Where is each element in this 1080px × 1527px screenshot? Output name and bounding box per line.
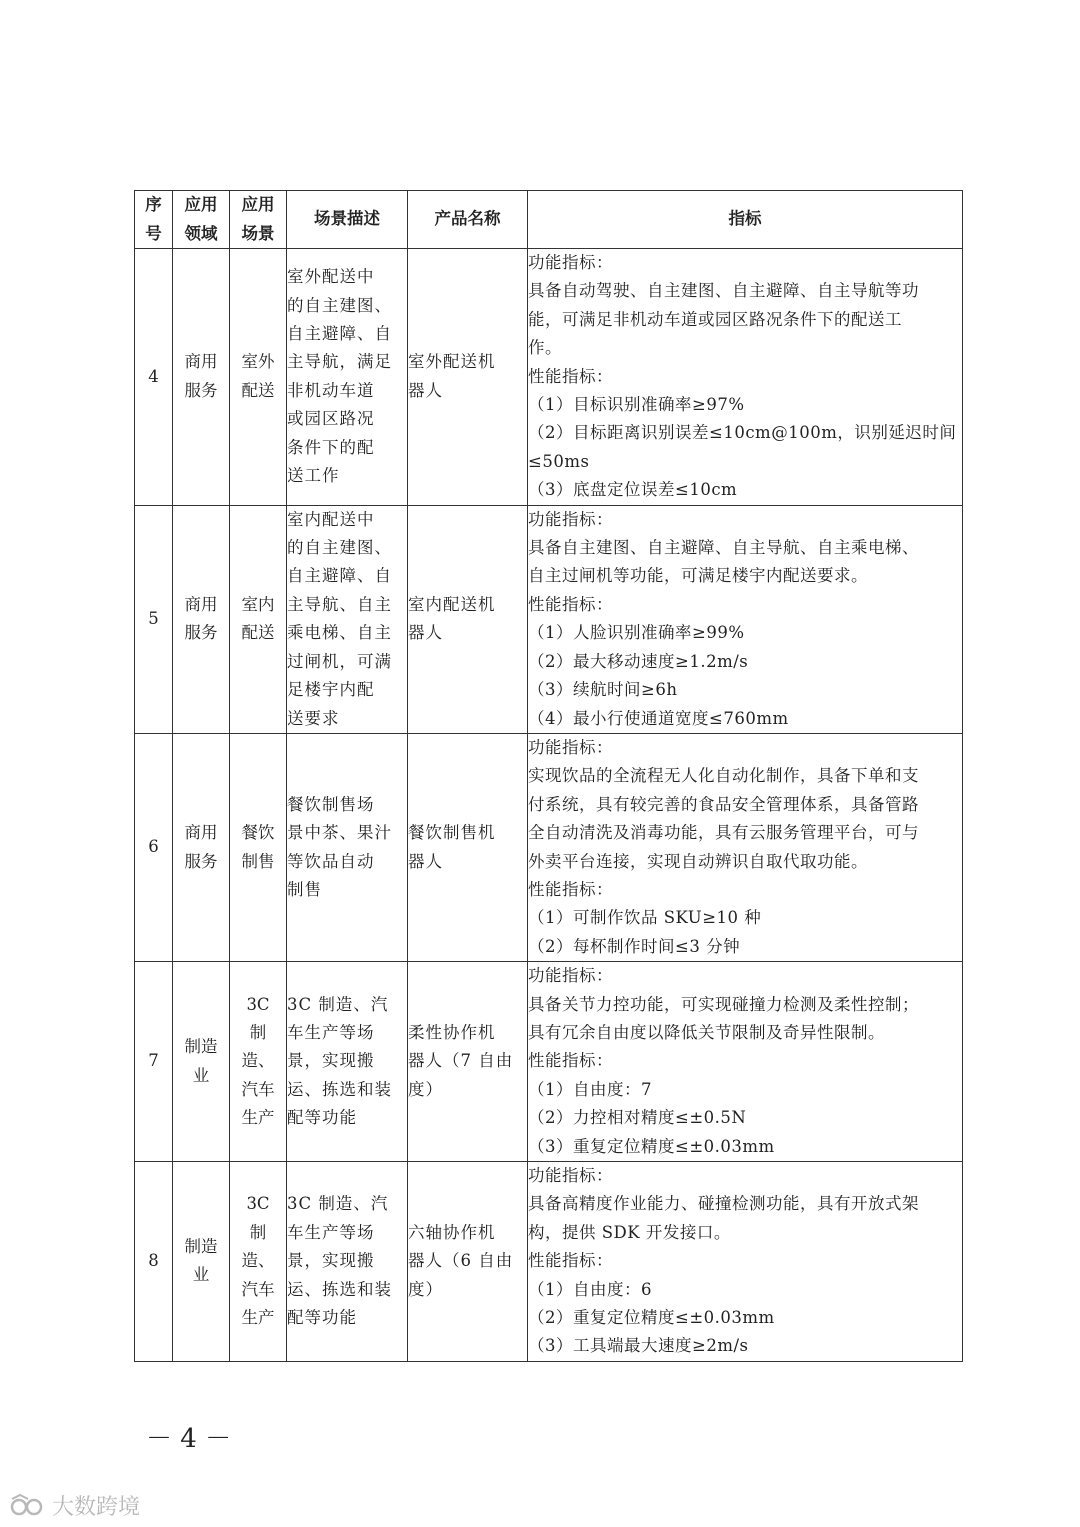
table-row [135,733,963,961]
cell-field-line: 制造 [184,1037,218,1057]
cell-description-line: 或园区路况 [287,409,375,429]
cell-description-line: 的自主建图、 [287,295,392,315]
cell-description [287,505,408,733]
cell-indicator-line: 功能指标： [528,1166,613,1185]
cell-description-line: 运、拣选和装 [287,1079,392,1099]
cell-description [287,249,408,506]
cell-description-line: 的自主建图、 [287,538,392,558]
cell-scene [230,962,287,1162]
cell-indicator-line: 具备高精度作业能力、碰撞检测功能，具有开放式架 [528,1194,919,1214]
cell-seq: 4 [135,249,173,506]
cell-indicator-line: 性能指标： [528,879,613,899]
cell-indicator-line: （3）续航时间≥6h [528,680,678,700]
cell-description-line: 车生产等场 [287,1222,375,1242]
cell-indicator-line: （2）最大移动速度≥1.2m/s [528,651,749,671]
cell-indicator [528,505,963,733]
cell-product-line: 器人 [408,380,443,400]
cell-indicator [528,1162,963,1362]
cell-product-line: 六轴协作机 [408,1222,496,1242]
cell-indicator-line: （1）人脸识别准确率≥99% [528,623,745,643]
cell-scene-line: 生产 [241,1108,275,1128]
cell-scene-line: 汽车 [241,1279,275,1299]
cell-indicator-line: （1）自由度：6 [528,1279,652,1299]
watermark-logo-icon [10,1493,48,1519]
cell-description-line: 过闸机，可满 [287,651,392,671]
cell-scene-line: 造、 [241,1051,275,1071]
cell-field-line: 业 [192,1265,210,1285]
table-row [135,962,963,1162]
cell-scene [230,1162,287,1362]
cell-description-line: 景中茶、果汁 [287,823,392,843]
cell-description-line: 送工作 [287,466,340,486]
cell-description-line: 运、拣选和装 [287,1279,392,1299]
cell-description-line: 主导航、自主 [287,594,392,614]
cell-indicator-line: （2）目标距离识别误差≤10cm@100m，识别延迟时间 [528,423,957,443]
cell-product-line: 器人 [408,623,443,643]
cell-product-line: 餐饮制售机 [408,823,496,843]
cell-product-line: 度） [408,1079,443,1099]
cell-field-line: 服务 [184,851,218,871]
cell-field [173,962,230,1162]
cell-description-line: 景，实现搬 [287,1051,375,1071]
cell-description-line: 餐饮制售场 [287,794,375,814]
cell-indicator-line: 全自动清洗及消毒功能，具有云服务管理平台，可与 [528,823,919,843]
page-number: － 4 － [146,1424,232,1454]
cell-product-line: 柔性协作机 [408,1022,496,1042]
cell-seq: 5 [135,505,173,733]
cell-scene-line: 室外 [241,352,275,372]
header-indicator: 指标 [528,191,963,249]
cell-scene-line: 生产 [241,1308,275,1328]
cell-description-line: 非机动车道 [287,380,375,400]
cell-scene-line: 汽车 [241,1079,275,1099]
cell-scene-line: 制 [249,1022,267,1042]
cell-indicator-line: 功能指标： [528,737,613,757]
cell-indicator-line: 具有冗余自由度以降低关节限制及奇异性限制。 [528,1022,885,1042]
watermark [10,1490,140,1521]
cell-indicator-line: 具备自动驾驶、自主建图、自主避障、自主导航等功 [528,281,919,301]
cell-scene-line: 配送 [241,623,275,643]
cell-indicator-line: （2）重复定位精度≤±0.03mm [528,1308,775,1328]
cell-description-line: 车生产等场 [287,1022,375,1042]
cell-product [408,962,528,1162]
cell-scene-line: 3C [246,1194,270,1214]
cell-description-line: 景，实现搬 [287,1251,375,1271]
cell-product-line: 室内配送机 [408,594,496,614]
cell-indicator-line: （4）最小行使通道宽度≤760mm [528,708,789,728]
cell-description-line: 自主避障、自 [287,566,392,586]
cell-indicator-line: 作。 [528,338,562,358]
cell-indicator-line: （2）力控相对精度≤±0.5N [528,1108,747,1128]
spec-table [134,190,963,1362]
table-row [135,505,963,733]
cell-indicator-line: 性能指标： [528,1051,613,1071]
cell-product [408,1162,528,1362]
cell-indicator-line: 自主过闸机等功能，可满足楼宇内配送要求。 [528,566,868,586]
cell-indicator-line: 外卖平台连接，实现自动辨识自取代取功能。 [528,851,868,871]
cell-seq: 8 [135,1162,173,1362]
cell-field [173,733,230,961]
cell-indicator-line: 性能指标： [528,1251,613,1271]
cell-scene-line: 配送 [241,380,275,400]
cell-description-line: 自主避障、自 [287,324,392,344]
cell-description-line: 配等功能 [287,1308,357,1328]
cell-field [173,249,230,506]
cell-scene-line: 餐饮 [241,823,275,843]
cell-description-line: 3C 制造、汽 [287,994,389,1014]
cell-field [173,505,230,733]
cell-indicator-line: （3）工具端最大速度≥2m/s [528,1336,749,1356]
cell-scene [230,505,287,733]
cell-description-line: 乘电梯、自主 [287,623,392,643]
cell-description [287,962,408,1162]
cell-product [408,733,528,961]
cell-seq: 6 [135,733,173,961]
cell-scene-line: 造、 [241,1251,275,1271]
cell-indicator [528,962,963,1162]
cell-field-line: 业 [192,1065,210,1085]
cell-indicator-line: （1）可制作饮品 SKU≥10 种 [528,908,762,928]
cell-description-line: 条件下的配 [287,437,375,457]
cell-field [173,1162,230,1362]
cell-field-line: 服务 [184,380,218,400]
cell-indicator-line: 能，可满足非机动车道或园区路况条件下的配送工 [528,309,902,329]
cell-indicator-line: 付系统，具有较完善的食品安全管理体系，具备管路 [528,794,919,814]
cell-product-line: 室外配送机 [408,352,496,372]
cell-product-line: 度） [408,1279,443,1299]
cell-product [408,505,528,733]
cell-description [287,733,408,961]
cell-scene-line: 制售 [241,851,275,871]
cell-product [408,249,528,506]
cell-field-line: 制造 [184,1237,218,1257]
header-description: 场景描述 [287,191,408,249]
cell-description [287,1162,408,1362]
table-row [135,1162,963,1362]
cell-scene-line: 制 [249,1222,267,1242]
cell-description-line: 室内配送中 [287,509,375,529]
cell-scene [230,733,287,961]
cell-indicator-line: 性能指标： [528,366,613,386]
cell-description-line: 3C 制造、汽 [287,1194,389,1214]
cell-indicator-line: （3）底盘定位误差≤10cm [528,480,738,500]
cell-indicator-line: （1）目标识别准确率≥97% [528,395,745,415]
cell-indicator-line: 构，提供 SDK 开发接口。 [528,1222,731,1242]
cell-description-line: 足楼宇内配 [287,680,375,700]
cell-description-line: 配等功能 [287,1108,357,1128]
cell-field-line: 服务 [184,623,218,643]
cell-product-line: 器人（7 自由 [408,1051,514,1071]
cell-indicator-line: 功能指标： [528,966,613,986]
watermark-text: 大数跨境 [52,1495,141,1520]
cell-seq: 7 [135,962,173,1162]
cell-description-line: 室外配送中 [287,267,375,287]
cell-indicator-line: 功能指标： [528,509,613,529]
header-scene: 应用 场景 [230,191,287,249]
cell-indicator-line: （3）重复定位精度≤±0.03mm [528,1136,775,1156]
cell-indicator [528,733,963,961]
cell-field-line: 商用 [184,823,218,843]
cell-description-line: 主导航，满足 [287,352,392,372]
cell-description-line: 制售 [287,879,322,899]
cell-field-line: 商用 [184,594,218,614]
header-field: 应用 领域 [173,191,230,249]
cell-product-line: 器人 [408,851,443,871]
cell-scene-line: 3C [246,994,270,1014]
cell-indicator-line: 具备自主建图、自主避障、自主导航、自主乘电梯、 [528,538,919,558]
header-product: 产品名称 [408,191,528,249]
cell-indicator-line: 实现饮品的全流程无人化自动化制作，具备下单和支 [528,766,919,786]
cell-scene-line: 室内 [241,594,275,614]
cell-indicator-line: 性能指标： [528,594,613,614]
cell-indicator-line: ≤50ms [528,451,590,471]
cell-field-line: 商用 [184,352,218,372]
header-seq: 序 号 [135,191,173,249]
cell-indicator-line: 具备关节力控功能，可实现碰撞力检测及柔性控制； [528,994,919,1014]
cell-indicator-line: （1）自由度：7 [528,1079,652,1099]
cell-description-line: 等饮品自动 [287,851,375,871]
cell-indicator-line: （2）每杯制作时间≤3 分钟 [528,936,741,956]
table-header-row [135,191,963,249]
cell-description-line: 送要求 [287,708,340,728]
table-row [135,249,963,506]
cell-scene [230,249,287,506]
cell-indicator-line: 功能指标： [528,253,613,272]
cell-product-line: 器人（6 自由 [408,1251,514,1271]
cell-indicator [528,249,963,506]
